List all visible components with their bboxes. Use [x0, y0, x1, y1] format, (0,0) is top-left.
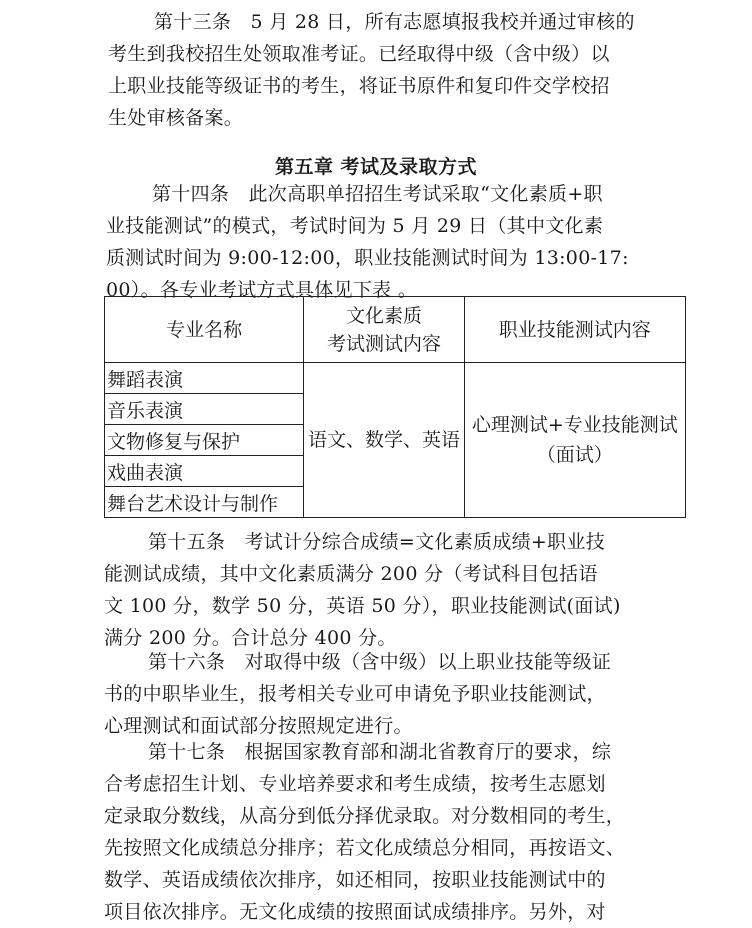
header-culture-line-1: 文化素质	[345, 304, 422, 327]
table-header-row	[105, 297, 686, 363]
article-17-line-5: 数学、英语成绩依次排序，如还相同，按职业技能测试中的	[104, 869, 606, 891]
chapter-heading: 第五章 考试及录取方式	[274, 156, 478, 178]
header-culture	[304, 297, 464, 363]
article-13-line-2: 考生到我校招生处领取准考证。已经取得中级（含中级）以	[108, 43, 610, 65]
article-14-line-2: 业技能测试”的模式，考试时间为 5 月 29 日（其中文化素	[106, 215, 604, 237]
major-cell: 戏曲表演	[105, 456, 304, 487]
article-14-line-4: 00）。各专业考试方式具体见下表 。	[106, 279, 418, 301]
header-major: 专业名称	[105, 297, 304, 363]
article-15-line-1: 第十五条 考试计分综合成绩=文化素质成绩+职业技	[148, 531, 606, 553]
article-13-line-4: 生处审核备案。	[108, 107, 244, 129]
article-17-line-3: 定录取分数线，从高分到低分择优录取。对分数相同的考生，	[104, 805, 626, 827]
article-16-line-2: 书的中职毕业生，报考相关专业可申请免予职业技能测试，	[104, 683, 606, 705]
article-14-line-1: 第十四条 此次高职单招招生考试采取“文化素质+职	[152, 183, 603, 205]
article-14	[106, 178, 666, 306]
major-cell: 音乐表演	[105, 394, 304, 425]
article-15-line-3: 文 100 分，数学 50 分，英语 50 分），职业技能测试(面试)	[104, 595, 621, 617]
table-row	[105, 363, 686, 394]
article-17-line-6: 项目依次排序。无文化成绩的按照面试成绩排序。另外，对	[104, 901, 606, 923]
article-13-line-1: 第十三条 5 月 28 日，所有志愿填报我校并通过审核的	[154, 11, 635, 33]
skill-content-cell: 心理测试+专业技能测试（面试）	[464, 363, 685, 518]
article-16-line-3: 心理测试和面试部分按照规定进行。	[104, 715, 413, 737]
article-17-line-1: 第十七条 根据国家教育部和湖北省教育厅的要求，综	[148, 741, 612, 763]
major-cell: 舞台艺术设计与制作	[105, 487, 304, 518]
article-16-line-1: 第十六条 对取得中级（含中级）以上职业技能等级证	[148, 651, 612, 673]
article-15	[104, 526, 664, 654]
article-13-line-3: 上职业技能等级证书的考生，将证书原件和复印件交学校招	[108, 75, 610, 97]
exam-method-table	[104, 296, 686, 518]
header-skill: 职业技能测试内容	[464, 297, 685, 363]
article-16	[104, 646, 664, 742]
article-17-line-2: 合考虑招生计划、专业培养要求和考生成绩，按考生志愿划	[104, 773, 606, 795]
culture-content-cell: 语文、数学、英语	[304, 363, 464, 518]
article-17	[104, 736, 664, 928]
article-15-line-4: 满分 200 分。合计总分 400 分。	[104, 627, 397, 649]
article-17-line-4: 先按照文化成绩总分排序；若文化成绩总分相同，再按语文、	[104, 837, 626, 859]
major-cell: 文物修复与保护	[105, 425, 304, 456]
major-cell: 舞蹈表演	[105, 363, 304, 394]
article-15-line-2: 能测试成绩，其中文化素质满分 200 分（考试科目包括语	[104, 563, 598, 585]
article-13	[108, 6, 668, 134]
header-culture-line-2: 考试测试内容	[326, 332, 441, 355]
article-14-line-3: 质测试时间为 9:00-12:00，职业技能测试时间为 13:00-17:	[106, 247, 629, 269]
